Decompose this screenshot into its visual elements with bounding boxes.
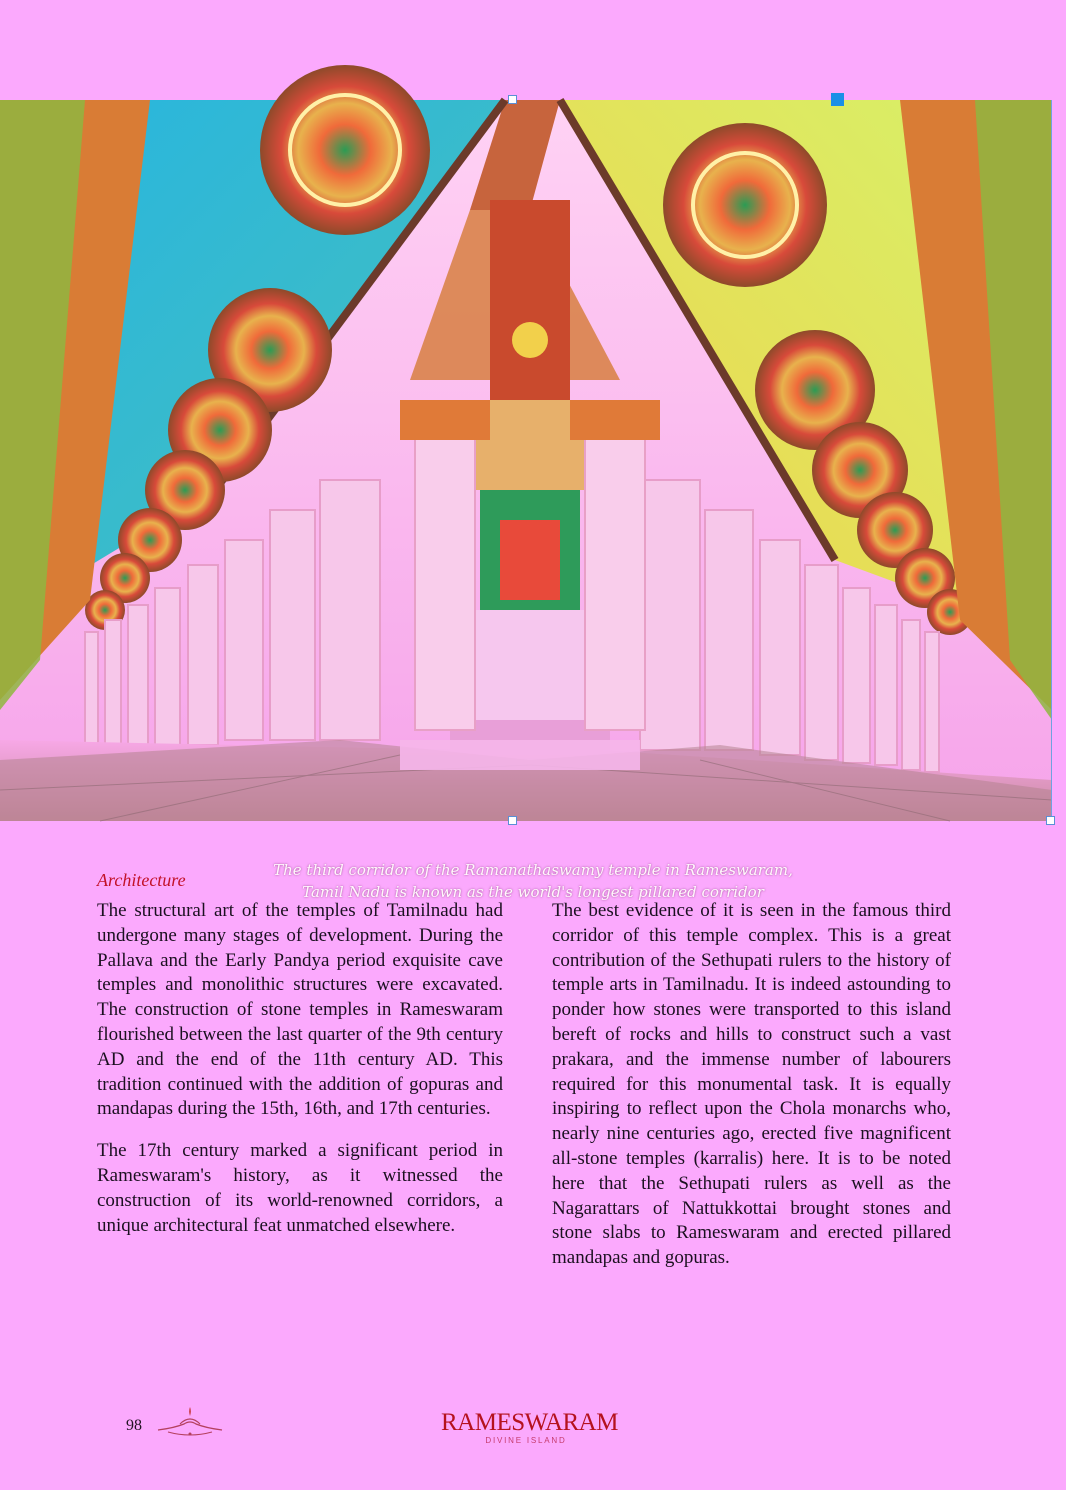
article-column-left xyxy=(97,899,503,1238)
brand-logo xyxy=(441,1409,618,1446)
paragraph: The 17th century marked a significant period in Rameswaram's history, as it witnessed the construction of its world-renowned corridors, a unique architectural feat unmatched elsewhere. xyxy=(97,1140,503,1236)
paragraph: The structural art of the temples of Tamilnadu had undergone many stages of development. During the Pallava and the Early Pandya period exquisite cave temples and monolithic structures were excavated. The construction of stone temples in Rameswaram flourished between the last quarter of the 9th century AD and the end of the 11th century AD. This tradition continued with the addition of gopuras and mandapas during the 15th, 16th, and 17th centuries. xyxy=(97,900,503,1120)
brand-name: RAMESWARAM xyxy=(441,1409,618,1436)
lamp-ornament-icon xyxy=(154,1404,226,1442)
frame-handle-bottom-right[interactable] xyxy=(1046,816,1055,825)
caption-line-1: The third corridor of the Ramanathaswamy temple in Rameswaram, xyxy=(273,861,793,879)
frame-handle-top[interactable] xyxy=(508,95,517,104)
brand-tagline: DIVINE ISLAND xyxy=(485,1436,567,1445)
frame-handle-top-right[interactable] xyxy=(831,93,844,106)
paragraph: The best evidence of it is seen in the famous third corridor of this temple complex. This is a great contribution of the Sethupati rulers to the history of temple arts in Tamilnadu. It is indeed astounding to ponder how stones were transported to this island bereft of rocks and hills to construct such a vast prakara, and the immense number of labourers required for this monumental task. It is equally inspiring to reflect upon the Chola monarchs who, nearly nine centuries ago, erected five magnificent all-stone temples (karralis) here. It is to be noted here that the Sethupati rulers as well as the Nagarattars of Nattukkottai brought stones and stone slabs to Rameswaram and erected pillared mandapas and gopuras. xyxy=(552,900,951,1269)
caption-line-2: Tamil Nadu is known as the world's longest pillared corridor xyxy=(302,883,764,901)
corridor-illustration xyxy=(0,100,1052,821)
article-column-right xyxy=(552,899,951,1271)
frame-handle-bottom[interactable] xyxy=(508,816,517,825)
frame-edge-right xyxy=(1051,100,1052,821)
page-number: 98 xyxy=(126,1417,142,1434)
section-title: Architecture xyxy=(97,870,186,890)
